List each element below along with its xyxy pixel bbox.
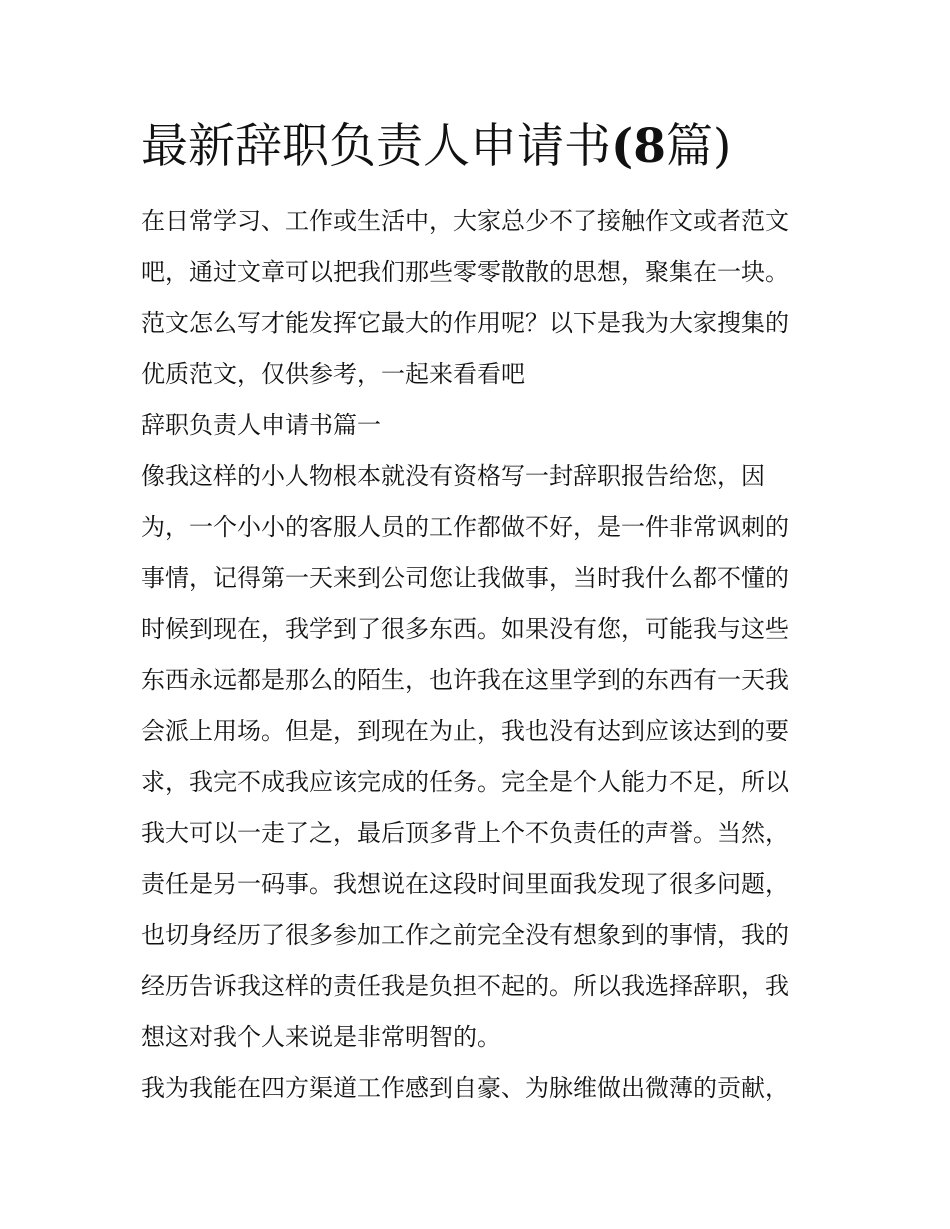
body-line: 在日常学习、工作或生活中，大家总少不了接触作文或者范文: [141, 207, 789, 235]
body-line: 优质范文，仅供参考，一起来看看吧: [141, 360, 525, 388]
document-title: [141, 116, 821, 178]
document-body: [141, 196, 821, 1114]
body-line: 吧，通过文章可以把我们那些零零散散的思想，聚集在一块。: [141, 258, 789, 286]
body-line: 范文怎么写才能发挥它最大的作用呢？以下是我为大家搜集的: [141, 309, 789, 337]
body-line: 事情，记得第一天来到公司您让我做事，当时我什么都不懂的: [141, 564, 789, 592]
body-line: 像我这样的小人物根本就没有资格写一封辞职报告给您，因: [141, 462, 765, 490]
body-line: 责任是另一码事。我想说在这段时间里面我发现了很多问题，: [141, 870, 789, 898]
body-line: 也切身经历了很多参加工作之前完全没有想象到的事情，我的: [141, 921, 789, 949]
body-line: 求，我完不成我应该完成的任务。完全是个人能力不足，所以: [141, 768, 789, 796]
body-line: 东西永远都是那么的陌生，也许我在这里学到的东西有一天我: [141, 666, 789, 694]
title-main: 最新辞职负责人申请书: [141, 119, 611, 174]
body-line: 想这对我个人来说是非常明智的。: [141, 1023, 501, 1051]
body-line: 我为我能在四方渠道工作感到自豪、为脉维做出微薄的贡献，: [141, 1074, 789, 1102]
body-line: 为，一个小小的客服人员的工作都做不好，是一件非常讽刺的: [141, 513, 789, 541]
body-line: 经历告诉我这样的责任我是负担不起的。所以我选择辞职，我: [141, 972, 789, 1000]
body-line: 时候到现在，我学到了很多东西。如果没有您，可能我与这些: [141, 615, 789, 643]
body-line: 会派上用场。但是，到现在为止，我也没有达到应该达到的要: [141, 717, 789, 745]
title-count: (8: [611, 119, 666, 174]
section-heading: 辞职负责人申请书篇一: [141, 411, 381, 439]
title-end: 篇): [665, 119, 732, 174]
body-line: 我大可以一走了之，最后顶多背上个不负责任的声誉。当然，: [141, 819, 789, 847]
